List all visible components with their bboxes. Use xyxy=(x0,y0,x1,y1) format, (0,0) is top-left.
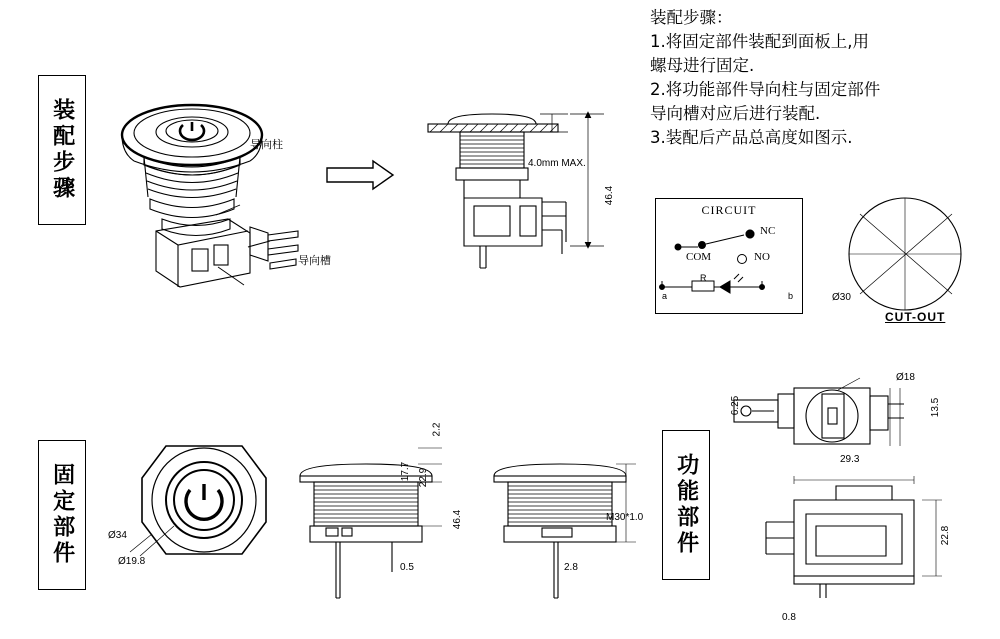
fixed-part-front-view xyxy=(128,440,280,580)
label-assembly-steps xyxy=(38,75,86,225)
dim-46-4 xyxy=(448,509,467,530)
dim-top-max xyxy=(528,158,586,169)
dim-6-25 xyxy=(726,395,745,416)
circuit-no-label: NO xyxy=(754,251,770,263)
dim-13-5 xyxy=(926,397,945,418)
dim-top-max-text: 4.0mm MAX. xyxy=(528,158,586,169)
cutout-drawing xyxy=(840,192,970,322)
dim-thread-spec-text: M30*1.0 xyxy=(606,512,644,523)
dim-22-8 xyxy=(936,525,955,546)
circuit-terminal-b: b xyxy=(788,291,794,301)
dim-2-8-text: 2.8 xyxy=(564,562,578,573)
circuit-resistor-label: R xyxy=(700,273,707,283)
fixed-part-side-view-1 xyxy=(296,440,436,605)
function-part-top-view xyxy=(730,378,940,458)
dim-17-7 xyxy=(396,461,415,482)
dim-18-text: Ø18 xyxy=(896,372,915,383)
circuit-nc-label: NC xyxy=(760,225,776,237)
dim-ring-diameter xyxy=(118,556,145,567)
dim-total-height xyxy=(600,185,619,206)
callout-guide-slot-text: 导向槽 xyxy=(298,254,331,267)
function-part-side-view xyxy=(760,470,950,610)
dim-0-8 xyxy=(782,612,796,623)
label-function-part-text: 功能部件 xyxy=(673,453,699,557)
dim-46-4-text: 46.4 xyxy=(452,509,464,530)
cutout-label-text: CUT-OUT xyxy=(885,310,946,324)
assembly-steps-text xyxy=(650,6,980,150)
dim-cutout-diameter xyxy=(832,292,851,303)
steps-heading: 装配步骤： xyxy=(650,8,733,27)
label-assembly-steps-text: 装配步骤 xyxy=(49,98,75,202)
dim-bezel-diameter-text: Ø34 xyxy=(108,530,127,541)
callout-guide-post-text: 导向柱 xyxy=(250,138,283,151)
dim-2-8 xyxy=(564,562,578,573)
label-fixed-part-text: 固定部件 xyxy=(49,463,75,567)
dim-13-5-text: 13.5 xyxy=(930,397,942,418)
dim-6-25-text: 6.25 xyxy=(730,395,742,416)
label-fixed-part xyxy=(38,440,86,590)
steps-line-2: 螺母进行固定. xyxy=(650,55,755,75)
cutout-label xyxy=(885,310,945,324)
circuit-com-label: COM xyxy=(686,251,712,263)
dim-cutout-diameter-text: Ø30 xyxy=(832,292,851,303)
label-function-part xyxy=(662,430,710,580)
dim-22-9-text: 22.9 xyxy=(418,467,430,488)
assembly-arrow-icon xyxy=(325,160,395,190)
callout-guide-post xyxy=(250,136,283,152)
steps-line-3: 2.将功能部件导向柱与固定部件 xyxy=(650,79,881,99)
steps-line-5: 3.装配后产品总高度如图示. xyxy=(650,127,853,147)
dim-0-5-text: 0.5 xyxy=(400,562,414,573)
dim-2-2 xyxy=(430,424,444,435)
dim-total-height-text: 46.4 xyxy=(604,185,616,206)
circuit-terminal-a: a xyxy=(662,291,668,301)
dim-2-2-text: 2.2 xyxy=(431,422,443,437)
steps-line-4: 导向槽对应后进行装配. xyxy=(650,103,821,123)
dim-0-5 xyxy=(400,562,414,573)
callout-guide-slot xyxy=(298,252,331,268)
dim-29-3-text: 29.3 xyxy=(840,454,860,465)
dim-18 xyxy=(896,372,915,383)
circuit-title: CIRCUIT xyxy=(701,203,757,217)
exploded-assembly-drawing xyxy=(100,95,330,295)
dim-22-8-text: 22.8 xyxy=(940,525,952,546)
dim-ring-diameter-text: Ø19.8 xyxy=(118,556,146,567)
dim-17-7-text: 17.7 xyxy=(400,461,412,482)
assembled-side-view xyxy=(420,110,610,300)
dim-bezel-diameter xyxy=(108,530,127,541)
steps-line-1: 1.将固定部件装配到面板上,用 xyxy=(650,31,869,51)
dim-0-8-text: 0.8 xyxy=(782,612,796,623)
circuit-diagram xyxy=(655,198,803,314)
dim-22-9 xyxy=(414,467,433,488)
dim-29-3 xyxy=(840,454,859,465)
dim-thread-spec xyxy=(606,512,643,523)
